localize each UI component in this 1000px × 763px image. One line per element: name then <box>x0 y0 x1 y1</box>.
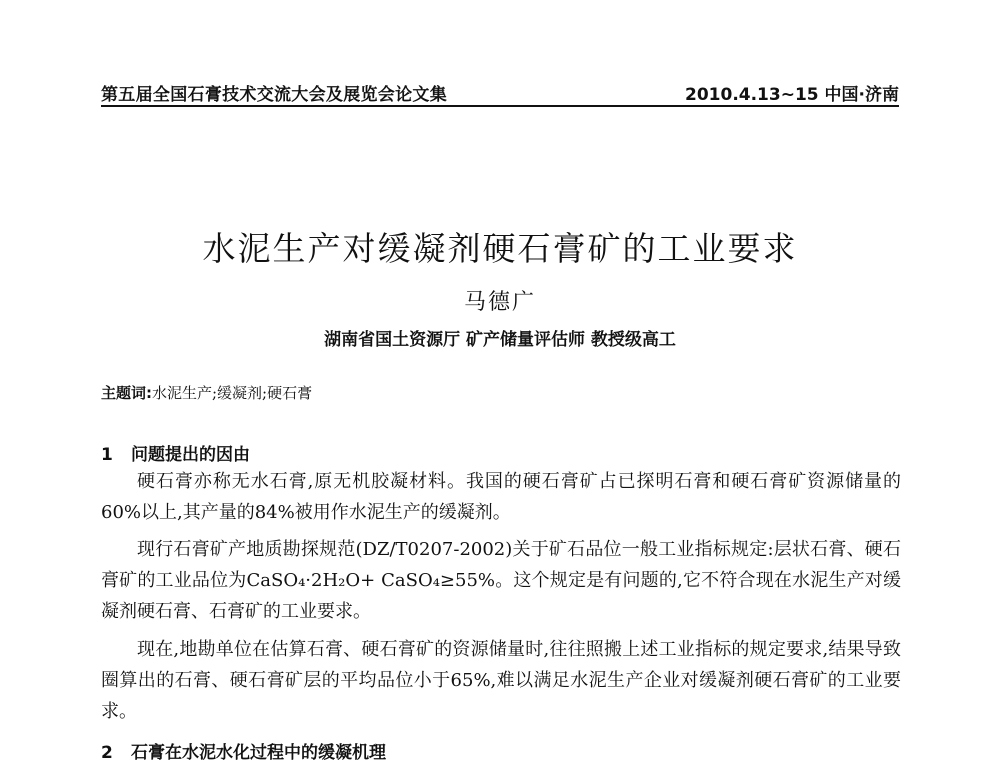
section-heading <box>101 738 386 763</box>
body-paragraph: 现行石膏矿产地质勘探规范(DZ/T0207-2002)关于矿石品位一般工业指标规定:层状石膏、硬石膏矿的工业品位为CaSO₄·2H₂O+ CaSO₄≥55%。这个规定是有问题的,它不符合现在水泥生产对缓凝剂硬石膏、石膏矿的工业要求。 <box>101 539 901 622</box>
keywords-label: 主题词: <box>101 384 152 402</box>
running-header <box>101 80 899 105</box>
section-title: 问题提出的因由 <box>131 445 250 465</box>
section-number: 2 <box>101 743 113 763</box>
author-name: 马德广 <box>463 290 536 315</box>
section-number: 1 <box>101 445 113 465</box>
author-affiliation: 湖南省国土资源厅 矿产储量评估师 教授级高工 <box>324 330 676 350</box>
keywords-text: 水泥生产;缓凝剂;硬石膏 <box>152 384 313 402</box>
body-paragraph: 硬石膏亦称无水石膏,原无机胶凝材料。我国的硬石膏矿占已探明石膏和硬石膏矿资源储量的60%以上,其产量的84%被用作水泥生产的缓凝剂。 <box>101 471 901 523</box>
keywords-line <box>101 382 312 403</box>
section-heading <box>101 440 250 465</box>
section-title: 石膏在水泥水化过程中的缓凝机理 <box>131 743 386 763</box>
article-title: 水泥生产对缓凝剂硬石膏矿的工业要求 <box>202 229 798 268</box>
conference-date-place: 2010.4.13~15 中国·济南 <box>685 85 899 105</box>
body-paragraph: 现在,地勘单位在估算石膏、硬石膏矿的资源储量时,往往照搬上述工业指标的规定要求,结果导致圈算出的石膏、硬石膏矿层的平均品位小于65%,难以满足水泥生产企业对缓凝剂硬石膏矿的工业要求。 <box>101 639 901 722</box>
header-rule <box>101 105 899 107</box>
proceedings-title: 第五届全国石膏技术交流大会及展览会论文集 <box>101 85 447 105</box>
